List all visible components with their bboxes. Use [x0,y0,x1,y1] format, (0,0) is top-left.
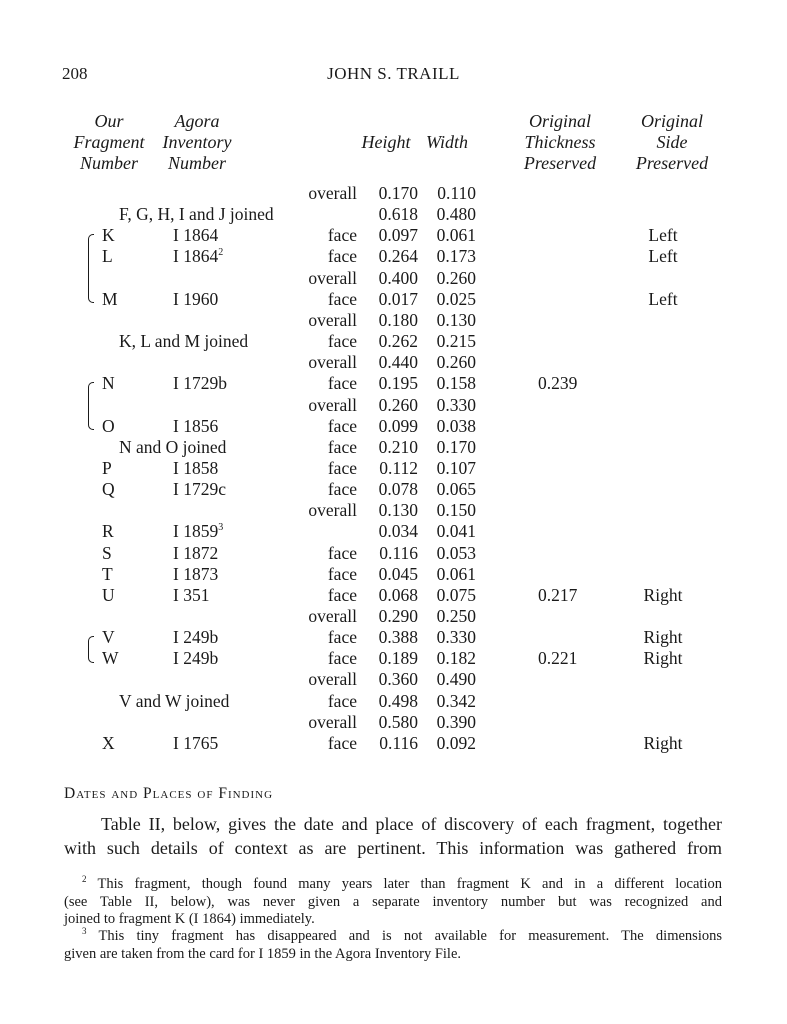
footnote-mark: 3 [82,926,87,937]
fragment-letter: V [102,627,115,648]
side-value: Right [643,732,683,753]
inventory-number [173,246,223,267]
header-side-line: Preserved [635,153,709,173]
width-value: 0.130 [436,309,476,330]
side-value: Right [643,648,683,669]
side-value: Left [648,288,678,309]
group-bracket [88,382,94,430]
fragment-letter: S [102,542,112,563]
width-value: 0.480 [436,204,476,225]
footnote-line [64,876,722,894]
body-paragraph [64,812,722,860]
inventory-number [173,416,218,437]
height-value: 0.440 [378,352,418,373]
thickness-value: 0.217 [538,584,578,605]
width-value: 0.182 [436,648,476,669]
measure-type: face [327,563,357,584]
inventory-text: I 1859 [173,521,219,542]
measure-type: face [327,436,357,457]
fragment-letter: M [102,288,118,309]
height-value: 0.210 [378,436,418,457]
group-bracket [88,234,94,303]
inventory-text: I 249b [173,627,219,648]
width-value: 0.170 [436,436,476,457]
fragment-letter: O [102,415,115,436]
footnote-line: given are taken from the card for I 1859 in the Agora Inventory File. [64,945,462,962]
measure-type: face [327,479,357,500]
inventory-text: I 1960 [173,288,219,309]
inventory-text: I 1858 [173,457,219,478]
inventory-number [173,225,218,246]
height-value: 0.034 [378,521,418,542]
width-value: 0.260 [436,267,476,288]
footnote-3 [64,928,722,963]
height-value: 0.180 [378,309,418,330]
inventory-number [173,543,218,564]
measure-type: face [327,457,357,478]
height-value: 0.262 [378,331,418,352]
width-value: 0.215 [436,331,476,352]
width-value: 0.092 [436,732,476,753]
measure-type: overall [308,352,357,373]
page-number: 208 [62,64,88,83]
footnote-text: This tiny fragment has disappeared and is not available for measurement. The dimensions [98,928,722,944]
width-value: 0.061 [436,563,476,584]
width-value: 0.342 [436,690,476,711]
header-inventory-number [154,111,240,174]
measure-type: face [327,627,357,648]
fragment-letter: X [102,732,115,753]
height-value: 0.078 [378,479,418,500]
width-value: 0.110 [437,183,476,203]
measure-type: face [327,542,357,563]
header-side [626,111,718,174]
width-value: 0.038 [436,415,476,436]
header-thickness-line: Thickness [524,132,596,152]
width-value: 0.330 [436,394,476,415]
header-fragment-line: Number [80,153,138,173]
width-value: 0.158 [436,373,476,394]
width-value: 0.250 [436,606,476,626]
measure-type: face [327,246,357,267]
measure-type: face [327,415,357,436]
fragment-letter: N [102,373,115,394]
header-inventory-line: Inventory [162,132,232,152]
thickness-value: 0.221 [538,648,578,669]
header-inventory-line: Agora [174,111,220,131]
inventory-text: I 1729b [173,373,227,394]
height-value: 0.498 [378,690,418,711]
inventory-number [173,479,226,500]
measure-type: overall [308,606,357,626]
height-value: 0.260 [378,394,418,415]
width-value: 0.025 [436,288,476,309]
height-value: 0.618 [378,204,418,225]
header-side-line: Original [640,111,703,131]
body-line: Table II, below, gives the date and place of discovery of each fragment, together [101,814,722,834]
inventory-text: I 1856 [173,415,219,436]
inventory-text: I 1765 [173,732,219,753]
height-value: 0.290 [378,606,418,626]
inventory-number [173,564,218,585]
side-value: Left [648,246,678,267]
fragment-letter: Q [102,479,115,500]
width-value: 0.490 [436,669,476,690]
header-inventory-line: Number [168,153,226,173]
width-value: 0.330 [436,627,476,648]
measure-type: face [327,732,357,753]
width-value: 0.065 [436,479,476,500]
measure-type: face [327,373,357,394]
inventory-text: I 1864 [173,246,219,267]
fragment-letter: L [102,246,113,267]
inventory-text: I 1872 [173,542,219,563]
footnote-ref: 2 [218,247,224,259]
side-value: Left [648,225,678,246]
width-value: 0.390 [436,711,476,732]
height-value: 0.580 [378,711,418,732]
height-value: 0.189 [378,648,418,669]
height-value: 0.099 [378,415,418,436]
measure-type: overall [308,669,357,690]
inventory-text: I 1873 [173,563,219,584]
measure-type: overall [308,309,357,330]
measure-type: overall [308,267,357,288]
height-value: 0.264 [378,246,418,267]
width-value: 0.260 [436,352,476,373]
measure-type: overall [308,394,357,415]
height-value: 0.116 [379,542,418,563]
width-value: 0.041 [436,521,476,542]
footnote-line: (see Table II, below), was never given a separate inventory number but was recognized and [64,893,722,910]
footnote-line [64,928,722,946]
header-fragment-line: Fragment [73,132,145,152]
fragment-letter: W [102,648,119,669]
joined-label: V and W joined [119,690,230,711]
header-thickness-line: Original [528,111,591,131]
header-thickness-line: Preserved [523,153,597,173]
header-fragment-line: Our [94,111,124,131]
footnote-mark: 2 [82,874,87,885]
inventory-text: I 351 [173,584,210,605]
side-value: Right [643,627,683,648]
side-value: Right [643,584,683,605]
measure-type: overall [308,711,357,732]
height-value: 0.045 [378,563,418,584]
height-value: 0.112 [379,457,418,478]
footnote-2 [64,876,722,929]
header-fragment-number [68,111,150,174]
fragment-letter: T [102,563,113,584]
height-value: 0.170 [378,183,418,203]
inventory-text: I 1729c [173,479,226,500]
group-bracket [88,636,94,663]
inventory-number [173,627,218,648]
joined-label: N and O joined [119,436,227,457]
width-value: 0.061 [436,225,476,246]
inventory-text: I 249b [173,648,219,669]
fragment-letter: R [102,521,114,542]
measure-type: face [327,648,357,669]
header-side-line: Side [656,132,688,152]
height-value: 0.097 [378,225,418,246]
measure-type: overall [308,183,357,203]
thickness-value: 0.239 [538,373,578,394]
footnote-line: joined to fragment K (I 1864) immediately. [64,911,315,927]
height-value: 0.388 [378,627,418,648]
height-value: 0.068 [378,584,418,605]
inventory-number [173,289,218,310]
header-thickness [514,111,606,174]
height-value: 0.195 [378,373,418,394]
inventory-number [173,585,209,606]
measure-type: face [327,225,357,246]
fragment-letter: P [102,457,112,478]
running-head: JOHN S. TRAILL [327,64,460,83]
height-value: 0.130 [378,500,418,521]
fragment-letter: K [102,225,115,246]
inventory-number [173,733,218,754]
section-heading: Dates and Places of Finding [64,785,274,802]
header-width: Width [425,132,468,152]
header-height: Height [361,132,411,152]
fragment-letter: U [102,584,115,605]
width-value: 0.053 [436,542,476,563]
body-line: with such details of context as are pertinent. This information was gathered from [64,838,722,858]
inventory-number [173,373,227,394]
measure-type: face [327,331,357,352]
inventory-text: I 1864 [173,225,219,246]
width-value: 0.107 [436,457,476,478]
footnote-text: This fragment, though found many years later than fragment K and in a different location [97,876,722,892]
footnote-ref: 3 [218,522,224,534]
width-value: 0.075 [436,584,476,605]
measure-type: overall [308,500,357,521]
measure-type: face [327,690,357,711]
inventory-number [173,458,218,479]
measure-type: face [327,288,357,309]
width-value: 0.173 [436,246,476,267]
joined-label: F, G, H, I and J joined [119,204,274,225]
joined-label: K, L and M joined [119,331,249,352]
height-value: 0.400 [378,267,418,288]
height-value: 0.017 [378,288,418,309]
inventory-number [173,521,223,542]
width-value: 0.150 [436,500,476,521]
inventory-number [173,648,218,669]
height-value: 0.116 [379,732,418,753]
height-value: 0.360 [378,669,418,690]
measure-type: face [327,584,357,605]
